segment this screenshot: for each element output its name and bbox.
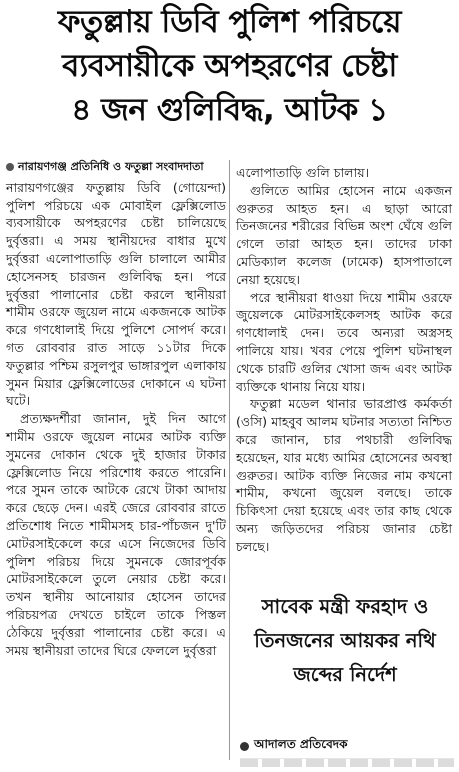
cropped-text-fragment	[240, 758, 454, 767]
related-headline-line-2: তিনজনের আয়কর নথি	[254, 629, 436, 652]
byline	[6, 158, 226, 176]
article-column-right	[236, 164, 452, 556]
paragraph: ফতুল্লা মডেল থানার ভারপ্রাপ্ত কর্মকর্তা (ওসি) মাহবুব আলম ঘটনার সত্যতা নিশ্চিত করে জানান, চার পথচারী গুলিবিদ্ধ হয়েছেন, যার মধ্যে আমির হোসেনের অবস্থা গুরুতর। আটক ব্যক্তি নিজের নাম কখনো শামীম, কখনো জুয়েল বলছে। তাকে চিকিৎসা দেয়া হয়েছে এবং তার কাছ থেকে অন্য জড়িতদের পরিচয় জানার চেষ্টা চলছে।	[236, 396, 452, 554]
headline-line-2: ব্যবসায়ীকে অপহরণের চেষ্টা	[62, 48, 397, 84]
related-headline-box	[236, 590, 454, 692]
paragraph: নারায়ণগঞ্জের ফতুল্লায় ডিবি (গোয়েন্দা) পুলিশ পরিচয়ে এক মোবাইল ফ্লেক্সিলোড ব্যবসায়ীকে অপহরণের চেষ্টা চালিয়েছে দুর্বৃত্তরা। এ সময় স্থানীয়দের বাধার মুখে দুর্বৃত্তরা এলোপাতাড়ি গুলি চালালে আমীর হোসেনসহ চারজন গুলিবিদ্ধ হন। পরে দুর্বৃত্তরা পালানোর চেষ্টা করলে স্থানীয়রা শামীম ওরফে জুয়েল নামে একজনকে আটক করে গণধোলাই দিয়ে পুলিশে সোপর্দ করে। গত রোববার রাত সাড়ে ১১টার দিকে ফতুল্লার পশ্চিম রসুলপুর ভাঙ্গারপুল এলাকায় সুমন মিয়ার ফ্লেক্সিলোডের দোকানে এ ঘটনা ঘটে।	[6, 179, 226, 409]
paragraph: পরে স্থানীয়রা ধাওয়া দিয়ে শামীম ওরফে জুয়েলকে মোটরসাইকেলসহ আটক করে গণধোলাই দেন। তবে অন্যরা অস্ত্রসহ পালিয়ে যায়। খবর পেয়ে পুলিশ ঘটনাস্থল থেকে চারটি গুলির খোসা জব্দ এবং আটক ব্যক্তিকে থানায় নিয়ে যায়।	[236, 289, 452, 394]
column-divider	[229, 160, 230, 760]
bullet-icon	[6, 163, 14, 171]
related-headline-line-1: সাবেক মন্ত্রী ফরহাদ ও	[261, 595, 429, 618]
bullet-icon	[240, 742, 249, 751]
headline-line-3: ৪ জন গুলিবিদ্ধ, আটক ১	[71, 92, 388, 128]
headline	[0, 0, 459, 132]
related-byline-text: আদালত প্রতিবেদক	[254, 737, 348, 751]
article-column-left	[6, 158, 226, 659]
paragraph: এলোপাতাড়ি গুলি চালায়।	[236, 165, 370, 180]
headline-line-1: ফতুল্লায় ডিবি পুলিশ পরিচয়ে	[57, 4, 402, 40]
byline-text: নারায়ণগঞ্জ প্রতিনিধি ও ফতুল্লা সংবাদদাতা	[18, 160, 204, 173]
paragraph: প্রত্যক্ষদর্শীরা জানান, দুই দিন আগে শামীম ওরফে জুয়েল নামের আটক ব্যক্তি সুমনের দোকান থেকে দুই হাজার টাকার ফ্লেক্সিলোড নিয়ে পরিশোধ করতে পারেনি। পরে সুমন তাকে আটকে রেখে টাকা আদায় করে ছেড়ে দেন। এরই জেরে রোববার রাতে প্রতিশোধ নিতে শামীমসহ চার-পাঁচজন দু'টি মোটরসাইকেলে করে এসে নিজেদের ডিবি পুলিশ পরিচয় দিয়ে সুমনকে জোরপূর্বক মোটরসাইকেলে তুলে নেয়ার চেষ্টা করে। তখন স্থানীয় আনোয়ার হোসেন তাদের পরিচয়পত্র দেখতে চাইলে তাকে পিস্তল ঠেকিয়ে দুর্বৃত্তরা পালানোর চেষ্টা করে। এ সময় স্থানীয়রা তাদের ঘিরে ফেললে দুর্বৃত্তরা	[6, 411, 226, 658]
related-byline	[240, 736, 348, 756]
paragraph: গুলিতে আমির হোসেন নামে একজন গুরুতর আহত হন। এ ছাড়া আরো তিনজনের শরীরের বিভিন্ন অংশ ঘেঁষে গুলি গেলে তারা আহত হন। তাদের ঢাকা মেডিক্যাল কলেজ (ঢামেক) হাসপাতালে নেয়া হয়েছে।	[236, 182, 452, 287]
related-headline-line-3: জব্দের নির্দেশ	[293, 663, 397, 686]
